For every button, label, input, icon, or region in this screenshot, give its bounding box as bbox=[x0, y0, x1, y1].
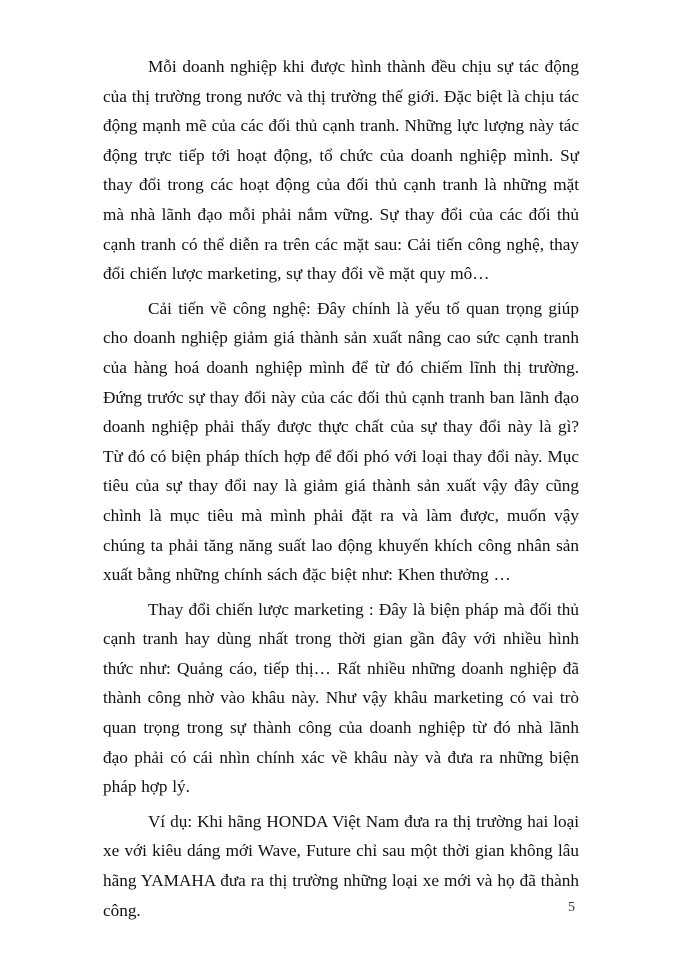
paragraph-competitor-impact: Mỗi doanh nghiệp khi được hình thành đều chịu sự tác động của thị trường trong nước và thị trường thế giới. Đặc biệt là chịu tác động mạnh mẽ của các đối thủ cạnh tranh. Những lực lượng này tác động trực tiếp tới hoạt động, tổ chức của doanh nghiệp mình. Sự thay đổi trong các hoạt động của đối thủ cạnh tranh là những mặt mà nhà lãnh đạo mỗi phải nắm vững. Sự thay đổi của các đối thủ cạnh tranh có thể diễn ra trên các mặt sau: Cải tiến công nghệ, thay đổi chiến lược marketing, sự thay đổi về mặt quy mô… bbox=[103, 57, 579, 284]
paragraph-marketing-strategy: Thay đổi chiến lược marketing : Đây là biện pháp mà đối thủ cạnh tranh hay dùng nhất trong thời gian gần đây với nhiều hình thức như: Quảng cáo, tiếp thị… Rất nhiều những doanh nghiệp đã thành công nhờ vào khâu này. Như vậy khâu marketing có vai trò quan trọng trong sự thành công của doanh nghiệp từ đó nhà lãnh đạo phải có cái nhìn chính xác về khâu này và đưa ra những biện pháp hợp lý. bbox=[103, 599, 579, 797]
paragraph-technology-improvement: Cải tiến về công nghệ: Đây chính là yếu tố quan trọng giúp cho doanh nghiệp giảm giá thành sản xuất nâng cao sức cạnh tranh của hàng hoá doanh nghiệp mình để từ đó chiếm lĩnh thị trường. Đứng trước sự thay đổi này của các đối thủ cạnh tranh ban lãnh đạo doanh nghiệp phải thấy được thực chất của sự thay đổi này là gì? Từ đó có biện pháp thích hợp để đối phó với loại thay đổi này. Mục tiêu của sự thay đổi nay là giảm giá thành sản xuất vậy đây cũng chình là mục tiêu mà mình phải đặt ra và làm được, muốn vậy chúng ta phải tăng năng suất lao động khuyến khích công nhân sản xuất bằng những chính sách đặc biệt như: Khen thưởng … bbox=[103, 298, 579, 585]
paragraph-example: Ví dụ: Khi hãng HONDA Việt Nam đưa ra thị trường hai loại xe với kiêu dáng mới Wave, Future chỉ sau một thời gian không lâu hãng YAMAHA đưa ra thị trường những loại xe mới và họ đã thành công. bbox=[103, 811, 579, 920]
page-number: 5 bbox=[568, 900, 575, 915]
body-text bbox=[103, 52, 579, 930]
